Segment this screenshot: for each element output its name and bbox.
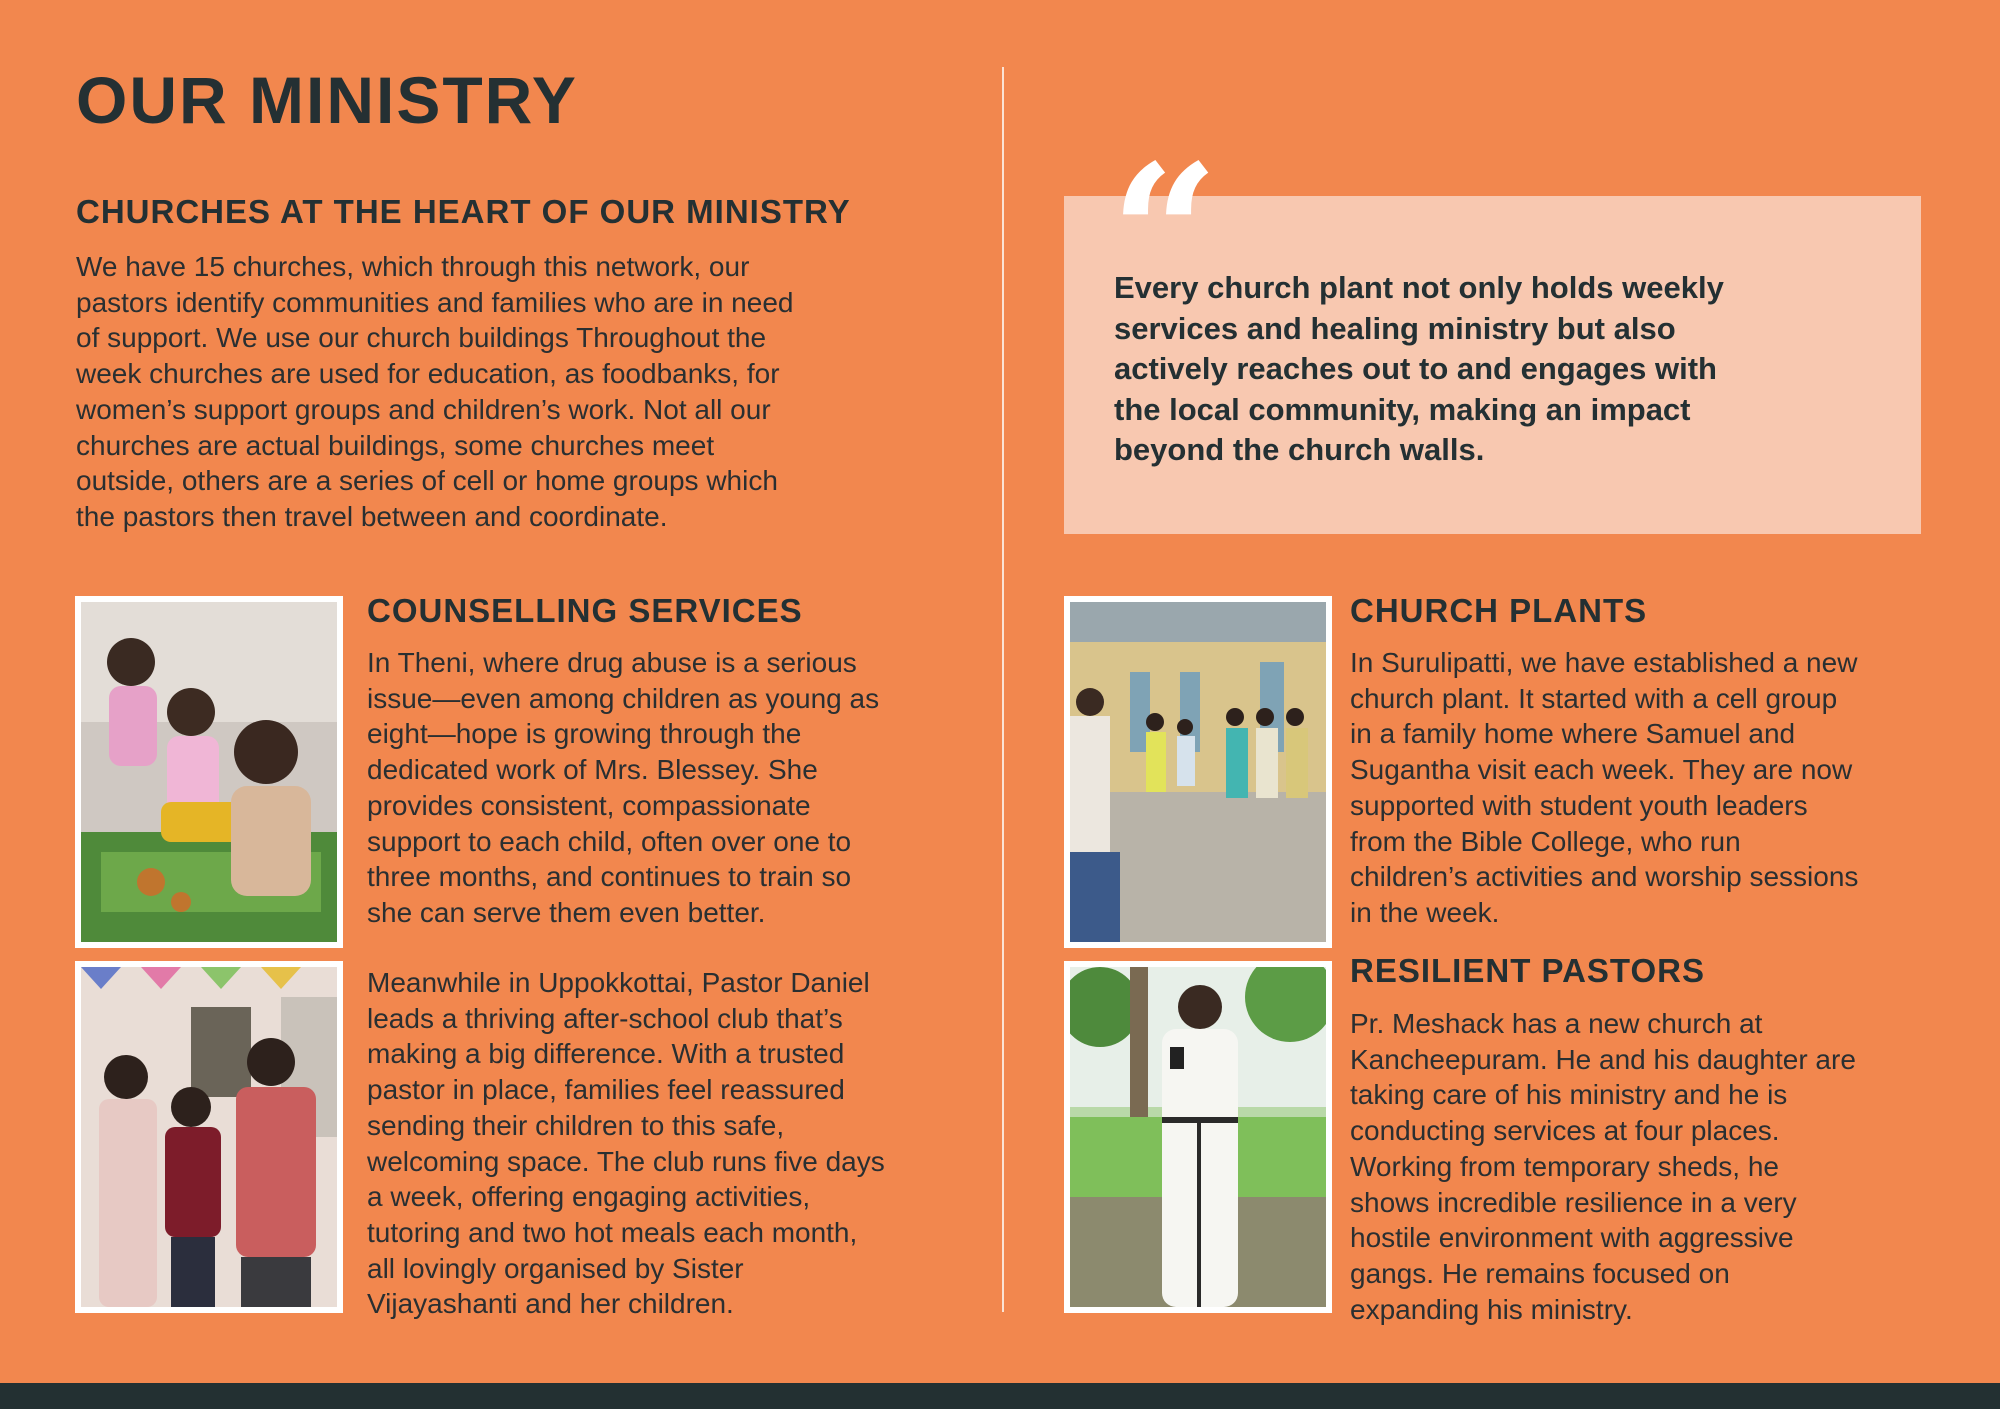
church-plants-heading: CHURCH PLANTS	[1350, 592, 1648, 629]
quote-line: actively reaches out to and engages with	[1114, 351, 1717, 386]
body-line: pastor in place, families feel reassured	[367, 1074, 845, 1106]
body-line: three months, and continues to train so	[367, 861, 852, 893]
body-line: church plant. It started with a cell group	[1350, 682, 1838, 714]
column-divider	[1002, 67, 1004, 1312]
photo-children-meal-image	[81, 602, 337, 942]
photo-pastor-family-image	[81, 967, 337, 1307]
body-line: women’s support groups and children’s work. Not all our	[76, 393, 771, 425]
body-line: taking care of his ministry and he is	[1350, 1079, 1788, 1111]
churches-heading: CHURCHES AT THE HEART OF OUR MINISTRY	[76, 193, 851, 230]
body-line: Pr. Meshack has a new church at	[1350, 1008, 1763, 1039]
body-line: welcoming space. The club runs five days	[367, 1145, 885, 1177]
resilient-pastors-heading: RESILIENT PASTORS	[1350, 952, 1705, 989]
body-line: the pastors then travel between and coordinate.	[76, 500, 668, 532]
body-line: Vijayashanti and her children.	[367, 1288, 734, 1320]
body-line: conducting services at four places.	[1350, 1115, 1780, 1147]
quote-mark-glyph: “	[1110, 123, 1220, 346]
body-line: leads a thriving after-school club that’s	[367, 1002, 843, 1034]
photo-children-meal	[75, 596, 343, 948]
footer-bar	[0, 1383, 2000, 1409]
photo-pastor-meshack	[1064, 961, 1332, 1313]
body-line: of support. We use our church buildings Throughout the	[76, 322, 767, 354]
body-line: hostile environment with aggressive	[1350, 1222, 1794, 1254]
body-line: sending their children to this safe,	[367, 1109, 785, 1141]
body-line: In Theni, where drug abuse is a serious	[367, 647, 857, 678]
body-line: pastors identify communities and families who are in need	[76, 286, 794, 318]
body-line: from the Bible College, who run	[1350, 825, 1741, 857]
body-line: outside, others are a series of cell or home groups which	[76, 465, 778, 497]
counselling-heading: COUNSELLING SERVICES	[367, 592, 803, 629]
body-line: Sugantha visit each week. They are now	[1350, 754, 1853, 786]
counselling-body	[367, 645, 967, 931]
body-line: Working from temporary sheds, he	[1350, 1150, 1779, 1182]
body-line: a week, offering engaging activities,	[367, 1181, 811, 1213]
body-line: in the week.	[1350, 896, 1500, 928]
body-line: support to each child, often over one to	[367, 825, 852, 857]
body-line: children’s activities and worship sessions	[1350, 861, 1859, 893]
quote-line: Every church plant not only holds weekly	[1114, 270, 1724, 305]
photo-pastor-meshack-image	[1070, 967, 1326, 1307]
body-line: We have 15 churches, which through this network, our	[76, 251, 750, 282]
body-line: week churches are used for education, as foodbanks, for	[76, 358, 780, 390]
body-line: she can serve them even better.	[367, 896, 766, 928]
photo-church-plant-image	[1070, 602, 1326, 942]
body-line: Meanwhile in Uppokkottai, Pastor Daniel	[367, 967, 870, 998]
body-line: issue—even among children as young as	[367, 682, 880, 714]
quote-text	[1114, 268, 1834, 471]
body-line: churches are actual buildings, some churches meet	[76, 429, 715, 461]
body-line: gangs. He remains focused on	[1350, 1257, 1730, 1289]
quote-line: the local community, making an impact	[1114, 391, 1691, 427]
churches-body	[76, 249, 976, 535]
body-line: tutoring and two hot meals each month,	[367, 1216, 858, 1248]
body-line: supported with student youth leaders	[1350, 789, 1808, 821]
photo-pastor-family	[75, 961, 343, 1313]
body-line: all lovingly organised by Sister	[367, 1252, 744, 1284]
body-line: In Surulipatti, we have established a new	[1350, 647, 1858, 678]
quote-line: services and healing ministry but also	[1114, 310, 1676, 346]
body-line: provides consistent, compassionate	[367, 789, 811, 821]
uppokkottai-body	[367, 965, 987, 1322]
body-line: in a family home where Samuel and	[1350, 718, 1796, 750]
body-line: Kancheepuram. He and his daughter are	[1350, 1043, 1856, 1075]
body-line: expanding his ministry.	[1350, 1293, 1633, 1325]
photo-church-plant	[1064, 596, 1332, 948]
quote-line: beyond the church walls.	[1114, 432, 1485, 467]
body-line: eight—hope is growing through the	[367, 718, 802, 750]
page-title: OUR MINISTRY	[76, 63, 578, 137]
body-line: dedicated work of Mrs. Blessey. She	[367, 754, 818, 786]
body-line: shows incredible resilience in a very	[1350, 1186, 1797, 1218]
church-plants-body	[1350, 645, 1980, 931]
body-line: making a big difference. With a trusted	[367, 1038, 845, 1070]
resilient-pastors-body	[1350, 1006, 1980, 1327]
